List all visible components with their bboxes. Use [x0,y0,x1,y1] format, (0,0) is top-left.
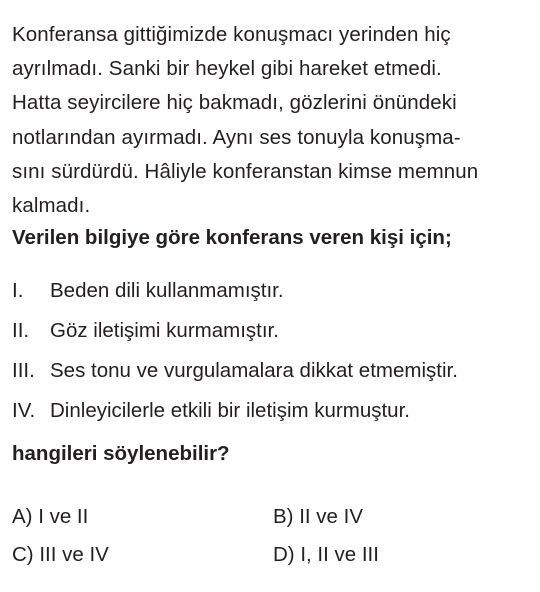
statement-number: III. [12,359,35,382]
statement-item [12,396,532,436]
passage-text [12,18,532,223]
question-stem: Verilen bilgiye göre konferans veren kişi için; [12,226,452,249]
passage-line: Konferansa gittiğimizde konuşmacı yerinden hiç [12,23,451,46]
passage-line: notlarından ayırmadı. Aynı ses tonuyla konuşma- [12,125,461,149]
statement-list [12,276,532,436]
statement-number: II. [12,319,30,342]
option-a[interactable]: A) I ve II [12,505,89,528]
passage-line: ayrılmadı. Sanki bir heykel gibi hareket etmedi. [12,57,442,81]
option-c[interactable]: C) III ve IV [12,543,109,566]
option-b[interactable]: B) II ve IV [273,505,363,528]
statement-text: Ses tonu ve vurgulamalara dikkat etmemiştir. [50,359,458,382]
passage-line: kalmadı. [12,194,91,218]
statement-text: Göz iletişimi kurmamıştır. [50,319,279,342]
statement-text: Beden dili kullanmamıştır. [50,279,284,302]
statement-item [12,356,532,396]
option-d[interactable]: D) I, II ve III [273,543,379,566]
passage-line: sını sürdürdü. Hâliyle konferanstan kimse memnun [12,159,479,183]
statement-number: I. [12,279,24,302]
statement-text: Dinleyicilerle etkili bir iletişim kurmuştur. [50,399,410,422]
passage-line: Hatta seyircilere hiç bakmadı, gözlerini önündeki [12,91,457,115]
question-closing: hangileri söylenebilir? [12,442,230,465]
statement-item [12,276,532,316]
statement-item [12,316,532,356]
statement-number: IV. [12,399,36,422]
